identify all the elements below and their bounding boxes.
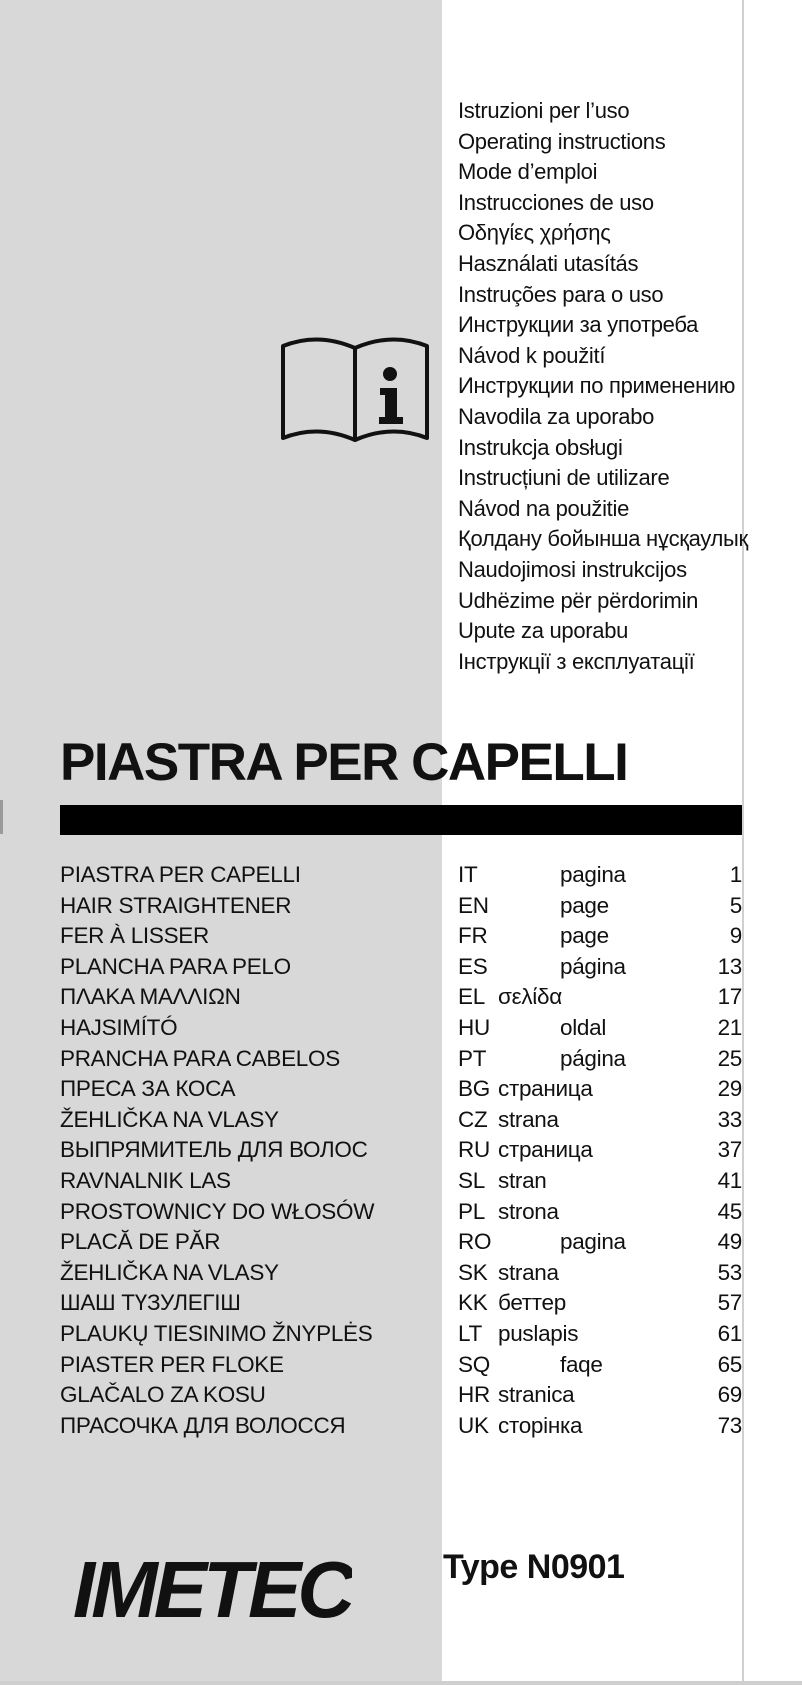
table-of-contents bbox=[60, 860, 742, 1441]
instructions-language-item: Návod na použitie bbox=[458, 495, 630, 521]
toc-page-word: página bbox=[560, 953, 626, 979]
instructions-language-item: Upute za uporabu bbox=[458, 618, 629, 644]
toc-section-title: ПРЕСА ЗА КОСА bbox=[60, 1076, 236, 1102]
toc-page-number: 33 bbox=[717, 1106, 742, 1132]
toc-page-number: 57 bbox=[717, 1290, 742, 1316]
toc-language-code: SL bbox=[458, 1167, 485, 1193]
instructions-language-list bbox=[458, 96, 748, 677]
toc-section-title: FER À LISSER bbox=[60, 923, 209, 949]
toc-page-word: faqe bbox=[560, 1351, 603, 1377]
toc-page-number: 49 bbox=[717, 1229, 742, 1255]
toc-page-word: страница bbox=[498, 1137, 593, 1163]
imetec-logo bbox=[72, 1545, 352, 1631]
toc-row bbox=[60, 921, 742, 952]
toc-row bbox=[60, 1074, 742, 1105]
instructions-language-item: Instrucțiuni de utilizare bbox=[458, 465, 670, 491]
toc-row bbox=[60, 1380, 742, 1411]
toc-language-code: SQ bbox=[458, 1351, 490, 1377]
toc-page-number: 1 bbox=[729, 862, 742, 887]
toc-section-title: RAVNALNIK LAS bbox=[60, 1167, 231, 1193]
left-edge-mark bbox=[0, 800, 3, 834]
toc-page-word: puslapis bbox=[498, 1320, 579, 1346]
toc-language-code: LT bbox=[458, 1320, 482, 1346]
toc-page-word: página bbox=[560, 1045, 626, 1071]
instructions-language-item: Instrucciones de uso bbox=[458, 189, 654, 215]
toc-page-word: strona bbox=[498, 1198, 559, 1224]
toc-page-number: 69 bbox=[717, 1382, 742, 1408]
toc-language-code: KK bbox=[458, 1290, 488, 1316]
title-bar bbox=[60, 805, 742, 835]
toc-page-word: strana bbox=[498, 1106, 559, 1132]
toc-page-word: oldal bbox=[560, 1014, 607, 1040]
toc-page-number: 9 bbox=[729, 923, 742, 949]
toc-page-number: 41 bbox=[717, 1167, 742, 1193]
toc-language-code: IT bbox=[458, 862, 478, 887]
instructions-language-item: Udhëzime për përdorimin bbox=[458, 587, 699, 613]
instructions-language-item: Instruções para o uso bbox=[458, 281, 664, 307]
toc-language-code: BG bbox=[458, 1076, 490, 1102]
toc-language-code: RO bbox=[458, 1229, 492, 1255]
instructions-language-item: Istruzioni per l’uso bbox=[458, 98, 630, 123]
instructions-language-item: Инструкции за употреба bbox=[458, 312, 699, 338]
toc-page-word: page bbox=[560, 923, 609, 949]
toc-page-number: 21 bbox=[717, 1014, 742, 1040]
toc-section-title: PLAUKŲ TIESINIMO ŽNYPLĖS bbox=[60, 1320, 373, 1346]
toc-language-code: HR bbox=[458, 1382, 490, 1408]
toc-row bbox=[60, 1105, 742, 1136]
toc-section-title: PROSTOWNICY DO WŁOSÓW bbox=[60, 1198, 375, 1224]
toc-page-word: pagina bbox=[560, 1229, 626, 1255]
toc-language-code: PL bbox=[458, 1198, 485, 1224]
toc-language-code: HU bbox=[458, 1014, 490, 1040]
toc-language-code: UK bbox=[458, 1412, 489, 1438]
toc-section-title: ВЫПРЯМИТЕЛЬ ДЛЯ ВОЛОС bbox=[60, 1137, 368, 1163]
instructions-language-item: Інструкції з експлуатації bbox=[458, 648, 695, 674]
type-label: Type N0901 bbox=[443, 1548, 625, 1586]
toc-page-word: сторінка bbox=[498, 1412, 583, 1438]
toc-page-word: σελίδα bbox=[498, 984, 562, 1010]
toc-section-title: ШАШ ТҮЗУЛЕГІШ bbox=[60, 1290, 241, 1316]
toc-row bbox=[60, 1044, 742, 1075]
toc-page-word: stran bbox=[498, 1167, 547, 1193]
toc-page-number: 65 bbox=[717, 1351, 742, 1377]
toc-section-title: ŽEHLIČKA NA VLASY bbox=[60, 1259, 279, 1285]
toc-row bbox=[60, 1258, 742, 1289]
toc-page-number: 13 bbox=[717, 953, 742, 979]
instructions-language-item: Operating instructions bbox=[458, 128, 666, 154]
toc-section-title: PIASTER PER FLOKE bbox=[60, 1351, 284, 1377]
instructions-language-item: Instrukcja obsługi bbox=[458, 434, 623, 460]
instructions-language-item: Návod k použití bbox=[458, 342, 606, 368]
toc-section-title: HAJSIMÍTÓ bbox=[60, 1014, 178, 1040]
toc-page-word: страница bbox=[498, 1076, 593, 1102]
instructions-language-item: Naudojimosi instrukcijos bbox=[458, 556, 687, 582]
toc-section-title: GLAČALO ZA KOSU bbox=[60, 1382, 266, 1408]
toc-row bbox=[60, 952, 742, 983]
toc-language-code: PT bbox=[458, 1045, 487, 1071]
toc-page-number: 29 bbox=[717, 1076, 742, 1102]
toc-section-title: PLANCHA PARA PELO bbox=[60, 953, 291, 979]
toc-page-number: 53 bbox=[717, 1259, 742, 1285]
toc-row bbox=[60, 891, 742, 922]
instructions-language-item: Mode d’emploi bbox=[458, 159, 598, 185]
toc-section-title: PIASTRA PER CAPELLI bbox=[60, 862, 301, 887]
toc-row bbox=[60, 1288, 742, 1319]
toc-row bbox=[60, 1197, 742, 1228]
instructions-language-item: Οδηγίες χρήσης bbox=[458, 220, 611, 246]
toc-page-number: 37 bbox=[717, 1137, 742, 1163]
toc-page-word: pagina bbox=[560, 862, 626, 887]
toc-section-title: PLACĂ DE PĂR bbox=[60, 1229, 221, 1255]
toc-row bbox=[60, 1350, 742, 1381]
toc-language-code: RU bbox=[458, 1137, 490, 1163]
book-info-icon bbox=[280, 334, 430, 442]
toc-section-title: ПРАСОЧКА ДЛЯ ВОЛОССЯ bbox=[60, 1412, 346, 1438]
toc-row bbox=[60, 1166, 742, 1197]
toc-language-code: CZ bbox=[458, 1106, 488, 1132]
toc-row bbox=[60, 1013, 742, 1044]
toc-language-code: ES bbox=[458, 953, 488, 979]
toc-language-code: EL bbox=[458, 984, 485, 1010]
instructions-language-item: Қолдану бойынша нұсқаулық bbox=[458, 526, 748, 552]
instructions-language-item: Navodila za uporabo bbox=[458, 403, 655, 429]
toc-page-number: 17 bbox=[717, 984, 742, 1010]
toc-page-number: 45 bbox=[717, 1198, 742, 1224]
toc-row bbox=[60, 1319, 742, 1350]
toc-page-word: page bbox=[560, 892, 609, 918]
toc-row bbox=[60, 982, 742, 1013]
toc-row bbox=[60, 860, 742, 891]
toc-row bbox=[60, 1135, 742, 1166]
svg-text:IMETEC: IMETEC bbox=[72, 1545, 352, 1631]
toc-section-title: ΠΛΑΚΑ ΜΑΛΛΙΩΝ bbox=[60, 984, 241, 1010]
instructions-language-item: Használati utasítás bbox=[458, 250, 639, 276]
toc-page-number: 73 bbox=[717, 1412, 742, 1438]
toc-page-word: беттер bbox=[498, 1290, 566, 1316]
toc-page-number: 25 bbox=[717, 1045, 742, 1071]
toc-language-code: FR bbox=[458, 923, 488, 949]
toc-language-code: SK bbox=[458, 1259, 488, 1285]
toc-page-word: stranica bbox=[498, 1382, 575, 1408]
toc-page-number: 61 bbox=[717, 1320, 742, 1346]
toc-section-title: ŽEHLIČKA NA VLASY bbox=[60, 1106, 279, 1132]
instructions-language-item: Инструкции по применению bbox=[458, 373, 736, 399]
toc-row bbox=[60, 1227, 742, 1258]
toc-language-code: EN bbox=[458, 892, 489, 918]
toc-row bbox=[60, 1411, 742, 1442]
toc-section-title: PRANCHA PARA CABELOS bbox=[60, 1045, 340, 1071]
main-title: PIASTRA PER CAPELLI bbox=[60, 733, 628, 792]
toc-section-title: HAIR STRAIGHTENER bbox=[60, 892, 292, 918]
toc-page-number: 5 bbox=[729, 892, 742, 918]
toc-page-word: strana bbox=[498, 1259, 559, 1285]
bottom-rule bbox=[0, 1681, 802, 1685]
